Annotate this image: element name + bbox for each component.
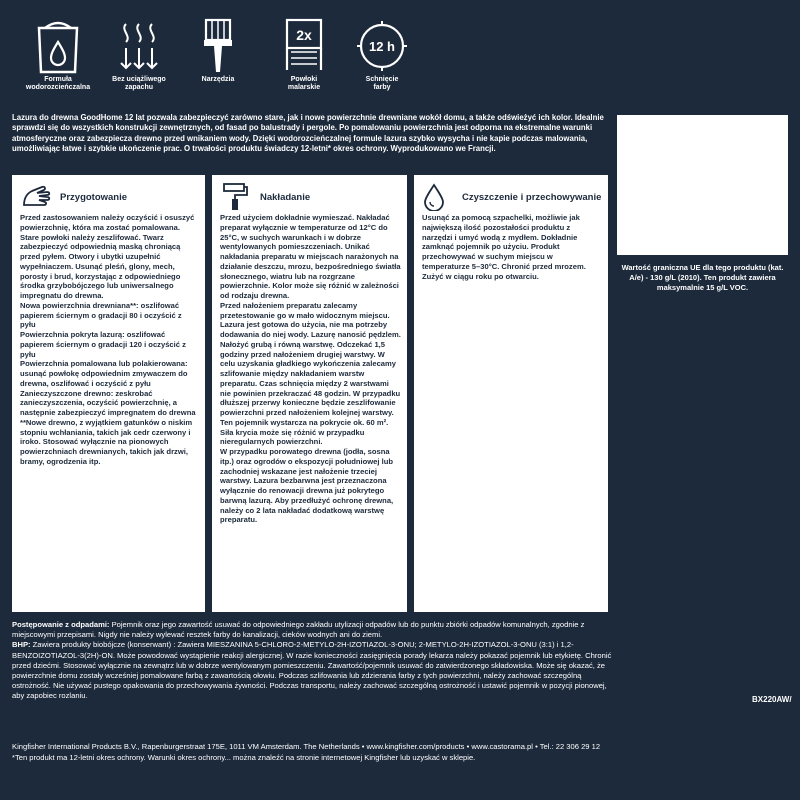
cleaning-paragraph: Usunąć za pomocą szpachelki, możliwie jak największą ilość pozostałości produktu z narzędzi i umyć wodą z mydłem. Dokładnie zamknąć pojemnik po użyciu. Produkt przechowywać w suchym miejscu w temperaturze 5–30°C. Chronić przed mrozem. Zużyć w ciągu roku po otwarciu. xyxy=(422,213,586,281)
voc-info: Wartość graniczna UE dla tego produktu (kat. A/e) - 130 g/L (2010). Ten produkt zawiera maksymalnie 15 g/L VOC. xyxy=(621,263,784,292)
disposal-text: Pojemnik oraz jego zawartość usuwać do odpowiedniego zakładu utylizacji odpadów lub do punktu zbiórki odpadów komunalnych, zgodnie z miejscowymi przepisami. Nigdy nie należy wylewać resztek farby do kanalizacji, cieków wodnych ani do ziemi. xyxy=(12,620,585,640)
product-description: Lazura do drewna GoodHome 12 lat pozwala zabezpieczyć zarówno stare, jak i nowe powierzchnie drewniane wokół domu, a także odświeżyć ich kolor. Idealnie sprawdzi się do wszystkich konstrukcji zewnętrznych, od fasad po balustrady i pergole. Po pomalowaniu powierzchnia jest odporna na ekstremalne warunki atmosferyczne oraz zabezpiecza drewno przed wnikaniem wody. Dzięki wodorozcieńczalnej formule lazura szybko wysycha i nie kapie podczas malowania, umożliwiając łatwe i szybkie ukończenie prac. O trwałości produktu świadczy 12-letni* okres ochrony. Wyprodukowano we Francji. xyxy=(12,113,604,153)
feature-formula xyxy=(22,18,94,92)
disposal-line xyxy=(12,620,612,640)
coats-badge: 2x xyxy=(296,27,312,43)
safety-line xyxy=(12,640,612,701)
features-icon-row xyxy=(8,18,408,106)
card-preparation xyxy=(12,175,205,612)
card-cleaning-title: Czyszczenie i przechowywanie xyxy=(462,192,602,203)
card-application-body xyxy=(220,213,401,525)
low-odor-icon xyxy=(116,18,162,74)
preparation-paragraph: **Nowe drewno, z wyjątkiem gatunków o niskim stopniu wchłaniania, takich jak cedr czerwony i iroko. Stosować wyłącznie na pionowych powierzchniach drewnianych, takich jak drzwi, bramy, ogrodzenia itp. xyxy=(20,417,193,466)
drying-icon xyxy=(357,18,407,74)
card-preparation-body xyxy=(20,213,199,467)
application-paragraph: W przypadku porowatego drewna (jodła, sosna itp.) oraz ogrodów o ekspozycji południowej lub zachodniej wskazane jest nałożenie trzeciej warstwy. Lazura bezbarwna jest przeznaczona wyłącznie do renowacji drewna już pokrytego barwną lazurą. Aby przedłużyć ochronę drewna, należy co 2 lata nakładać dodatkową warstwę preparatu. xyxy=(220,447,394,525)
coats-icon xyxy=(281,18,327,74)
color-sample-box xyxy=(617,115,788,255)
feature-tools xyxy=(193,18,243,84)
feature-coats xyxy=(274,18,334,92)
feature-coats-label: Powłoki malarskie xyxy=(287,76,321,91)
feature-drying-label: Schnięcie farby xyxy=(365,76,399,91)
tools-icon xyxy=(198,18,238,74)
card-cleaning xyxy=(414,175,608,612)
card-cleaning-body xyxy=(422,213,602,281)
footer xyxy=(12,742,612,763)
preparation-paragraph: Nowa powierzchnia drewniana**: oszlifować papierem ściernym o gradacji 80 i oczyścić z pyłu xyxy=(20,300,182,330)
product-code: BX220AW/ xyxy=(752,695,792,704)
preparation-paragraph: Powierzchnia pokryta lazurą: oszlifować papierem ściernym o gradacji 120 i oczyścić z pyłu xyxy=(20,330,186,359)
safety-text: Zawiera produkty biobójcze (konserwant) : Zawiera MIESZANINA 5-CHLORO-2-METYLO-2H-IZOTIAZOL-3-ONU; 2-METYLO-2H-IZOTIAZOL-3-ONU (3:1) i 1,2-BENZOIZOTIAZOL-3(2H)-ON. Może powodować wystąpienie reakcji alergicznej. W razie konieczności zasięgnięcia porady lekarza należy pokazać pojemnik lub etykietę. Chronić przed dziećmi. Stosować wyłącznie na zewnątrz lub w dobrze wentylowanym pomieszczeniu. Zawartość/pojemnik usuwać do zatwierdzonego składowiska. Może się okazać, że powierzchnie domu zostały wcześniej pomalowane farbą z zawartością ołowiu. Podczas szlifowania lub zdzierania farby z tych powierzchni, należy zachować szczególną ostrożność. Nie używać pustego opakowania do przechowywania żywności. Podczas transportu, należy zachować szczególną ostrożność i ustawić pojemnik w pozycji pionowej, aby zapobiec rozlaniu. xyxy=(12,640,612,701)
preparation-paragraph: Zanieczyszczone drewno: zeskrobać zanieczyszczenia, oczyścić powierzchnię, a następnie zabezpieczyć impregnatem do drewna xyxy=(20,388,196,417)
feature-formula-label: Formuła wodorozcieńczalna xyxy=(25,76,91,91)
application-paragraph: Przed nałożeniem preparatu zalecamy przetestowanie go w mało widocznym miejscu. Lazura jest gotowa do użycia, nie ma potrzeby dodawania do niej wody. Lazurę nanosić pędzlem. Nałożyć grubą i równą warstwę. Odczekać 1,5 godziny przed nałożeniem drugiej warstwy. W celu uzyskania gładkiego wykończenia zalecamy szlifowanie między nakładaniem warstw preparatu. Czas schnięcia między 2 warstwami nie powinien przekraczać 48 godzin. W przypadku dłuższej przerwy konieczne będzie zeszlifowanie powierzchni przed nałożeniem kolejnej warstwy. Ten pojemnik wystarcza na pokrycie ok. 60 m². Siła krycia może się różnić w przypadku nieregularnych powierzchni. xyxy=(220,300,401,447)
hand-sanding-icon xyxy=(20,183,52,209)
card-preparation-title: Przygotowanie xyxy=(60,192,128,203)
footer-note: *Ten produkt ma 12-letni okres ochrony. Warunki okres ochrony... można znaleźć na stronie internetowej Kingfisher lub uzyskać w sklepie. xyxy=(12,752,476,762)
drying-badge: 12 h xyxy=(368,39,396,54)
disposal-safety-section xyxy=(12,620,612,702)
feature-low-odor-label: Bez uciążliwego zapachu xyxy=(112,76,166,91)
water-drop-icon xyxy=(422,183,446,211)
preparation-paragraph: Powierzchnia pomalowana lub polakierowana: usunąć powłokę odpowiednim zmywaczem do drewna, oszlifować i oczyścić z pyłu xyxy=(20,359,188,388)
preparation-paragraph: Przed zastosowaniem należy oczyścić i osuszyć powierzchnię, która ma zostać pomalowana. Stare powłoki należy zeszlifować. Twarz zabezpieczyć odpowiednią maską chroniącą przed pyłem. Otwory i ubytki uzupełnić wypełniaczem. Usunąć pleśń, glony, mech, porosty i brud, korzystając z odpowiedniego środka grzybobójczego lub uniwersalnego impregnatu do drewna. xyxy=(20,213,195,300)
feature-drying xyxy=(352,18,412,92)
feature-low-odor xyxy=(103,18,175,92)
feature-tools-label: Narzędzia xyxy=(201,76,235,83)
paint-roller-icon xyxy=(220,183,250,211)
application-paragraph: Przed użyciem dokładnie wymieszać. Nakładać preparat wyłącznie w temperaturze od 12°C do 25°C, w suchych warunkach i w dobrze wentylowanych pomieszczeniach. Unikać nakładania preparatu w miejscach narażonych na działanie deszczu, mrozu, bezpośredniego światła słonecznego, wiatru lub na rozgrzane powierzchnie. Kolor może się różnić w zależności od rodzaju drewna. xyxy=(220,213,401,300)
formula-icon xyxy=(35,18,81,74)
card-application-title: Nakładanie xyxy=(260,192,311,203)
safety-label: BHP: xyxy=(12,640,31,650)
disposal-label: Postępowanie z odpadami: xyxy=(12,620,110,629)
card-application xyxy=(212,175,407,612)
footer-address: Kingfisher International Products B.V., Rapenburgerstraat 175E, 1011 VM Amsterdam. The Netherlands • www.kingfisher.com/products • www.castorama.pl • Tel.: 22 306 29 12 xyxy=(12,742,601,751)
